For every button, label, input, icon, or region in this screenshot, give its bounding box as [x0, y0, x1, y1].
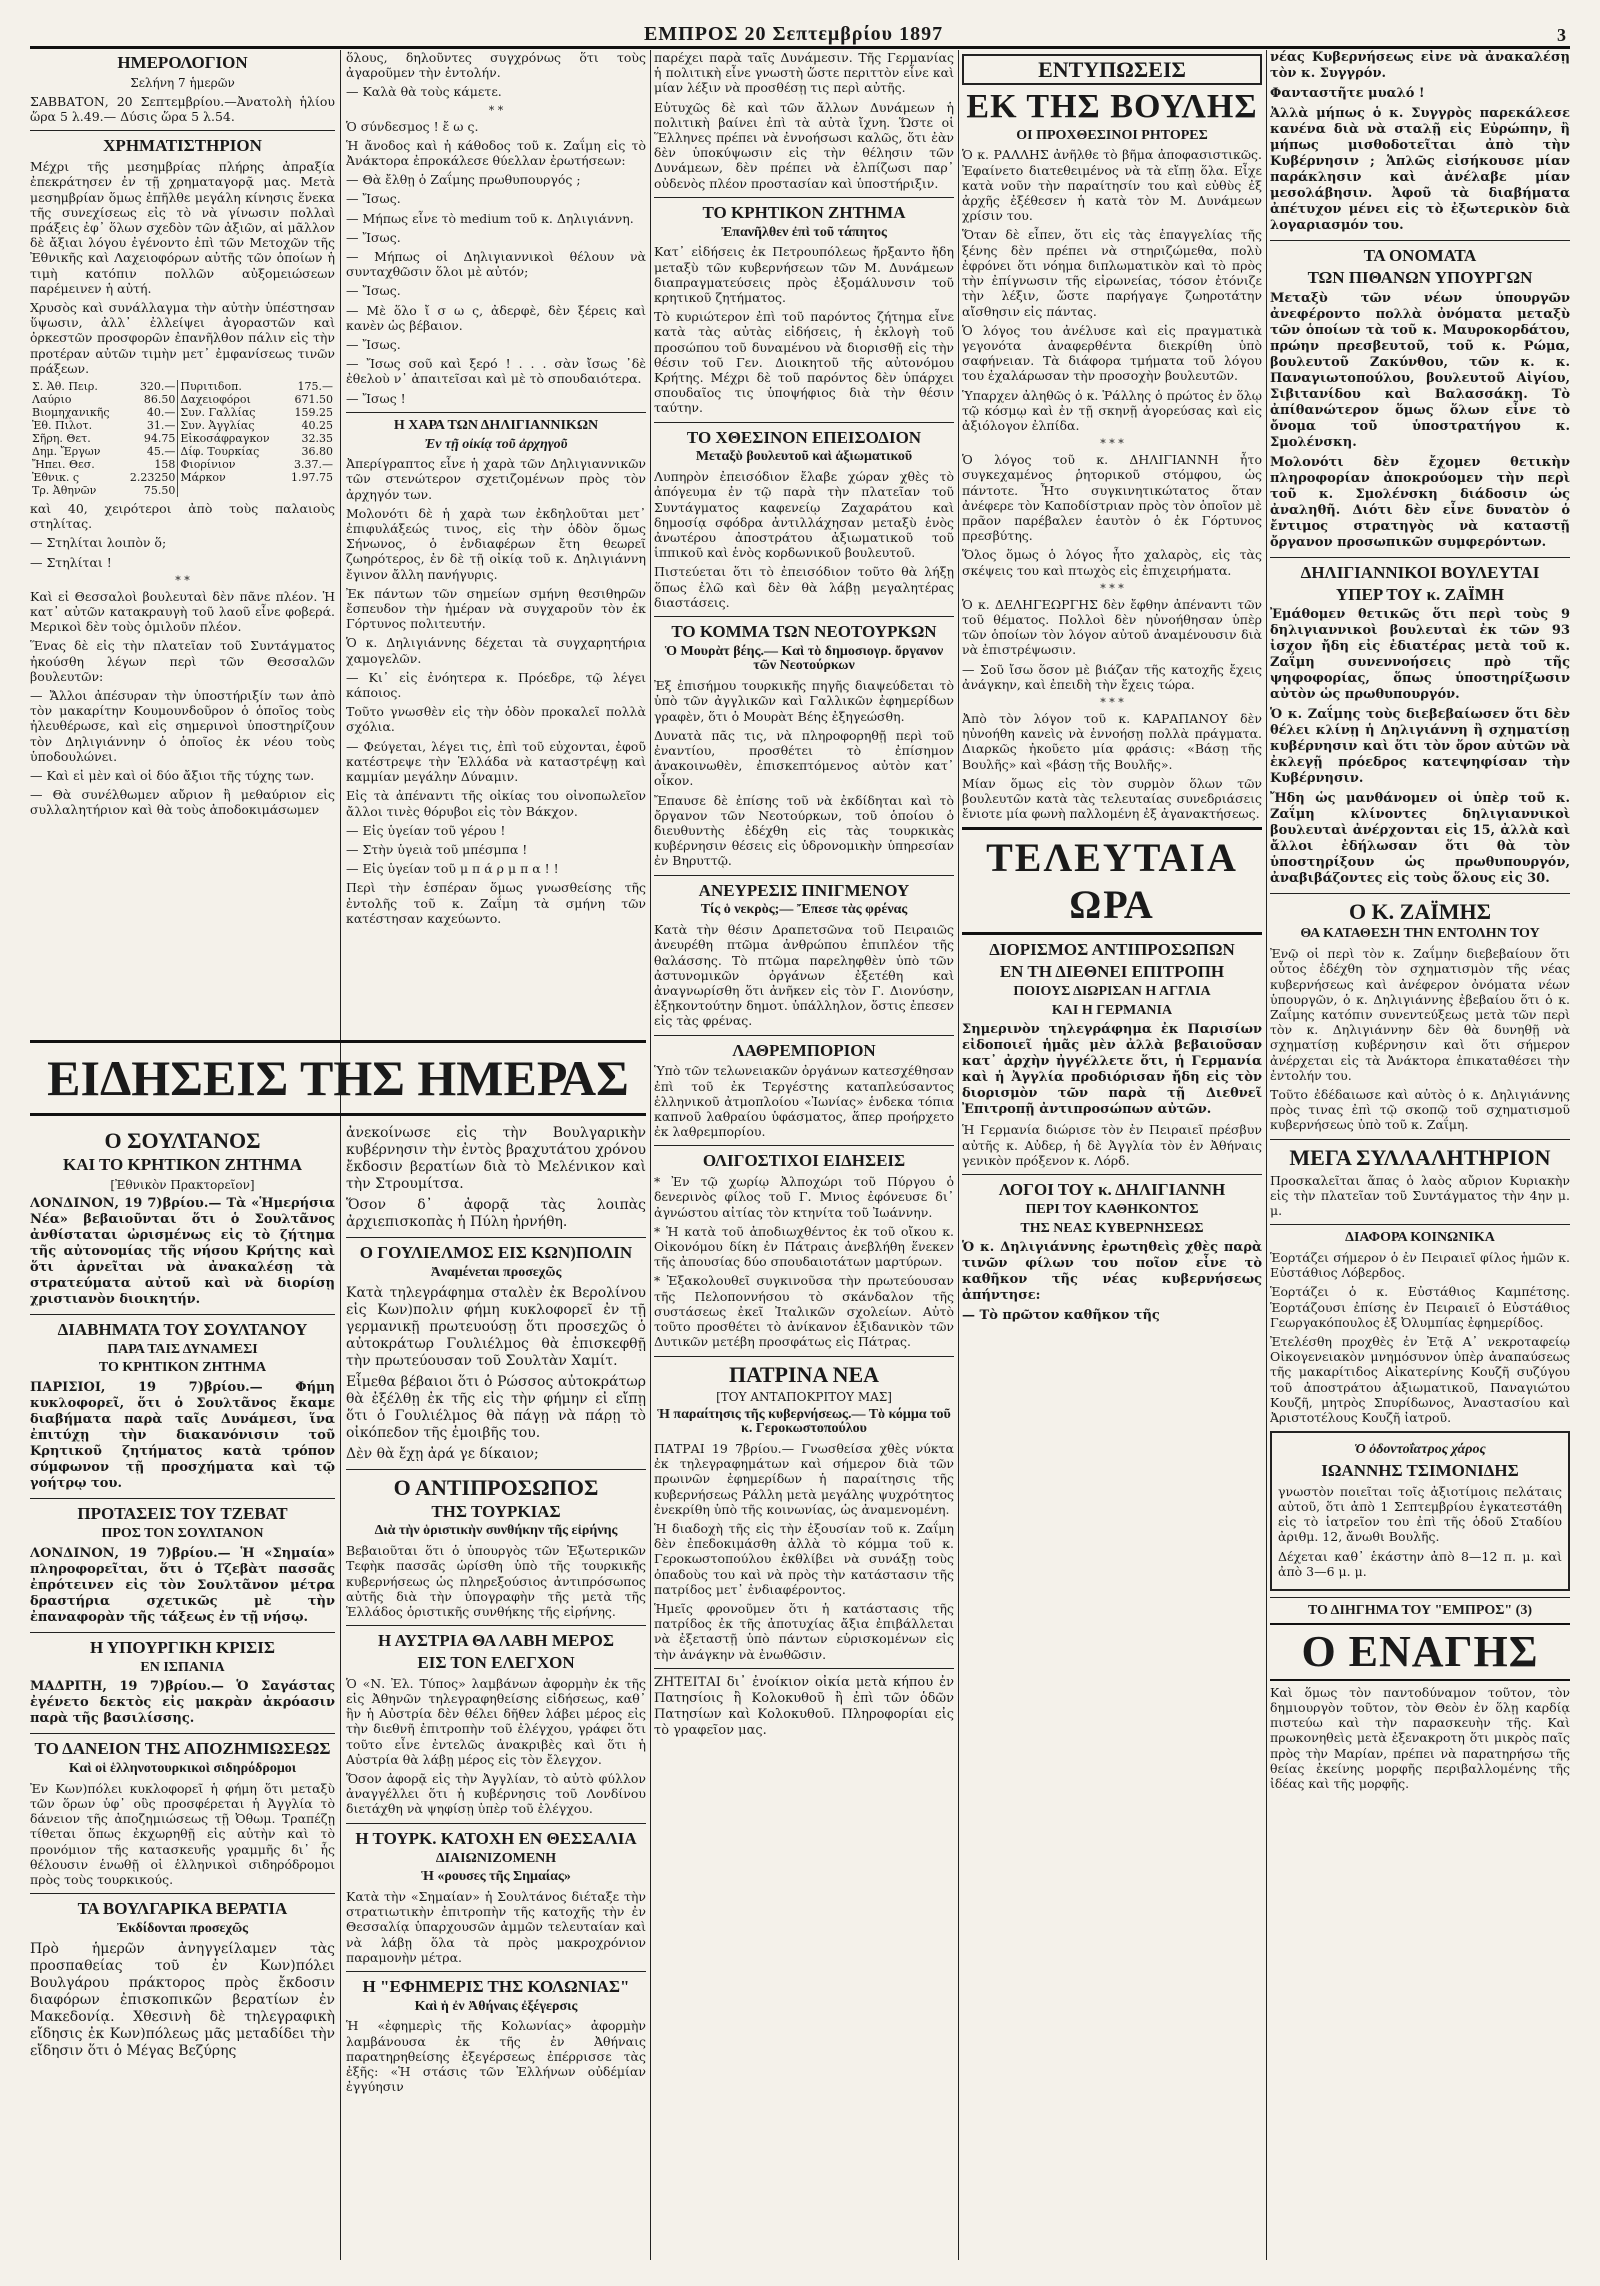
- paragraph: Ὑπαρχεν ἀληθῶς ὁ κ. Ῥάλλης ὁ πρώτος ἐν ὅλῳ τῷ κόσμῳ καὶ ἐν τῇ σκηνῇ ἀγορεύσας καὶ εἰς ἀξιόλογον ἐλπίδα.: [962, 387, 1262, 433]
- paragraph: καὶ 40, χειρότεροι ἀπὸ τοὺς παλαιοὺς στηλίτας.: [30, 500, 335, 532]
- hemerologion-moon: Σελήνη 7 ἡμερῶν: [130, 75, 235, 90]
- lead-paragraph: Φανταστῆτε μυαλό !: [1270, 86, 1425, 101]
- lead-paragraph: ΛΟΝΔΙΝΟΝ, 19 7)βρίου.— Ἡ «Σημαία» πληροφορεῖται, ὅτι ὁ Τζεβὰτ πασσᾶς ἐπρότεινεν εἰς τὸν Σουλτᾶνον μέτρα δραστήρια σχετικῶς μὲ τὴν ἐπαναφορὰν τῆς τάξεως ἐν τῇ νήσῳ.: [30, 1545, 335, 1625]
- heading: ΤΟ ΧΘΕΣΙΝΟΝ ΕΠΕΙΣΟΔΙΟΝ: [686, 427, 922, 447]
- heading: ΕΝ ΤΗ ΔΙΕΘΝΕΙ ΕΠΙΤΡΟΠΗ: [999, 962, 1225, 982]
- paragraph: Ὅλος ὅμως ὁ λόγος ἦτο χαλαρὸς, εἰς τὰς σκέψεις του καὶ πτωχὸς εἰς ἐπιχειρήματα.: [962, 547, 1262, 578]
- rates-row: [30, 393, 335, 406]
- heading: ΔΙΑΙΩΝΙΖΟΜΕΝΗ: [435, 1850, 557, 1866]
- paragraph: Προσκαλεῖται ἅπας ὁ λαὸς αὔριον Κυριακὴν εἰς τὴν πλατεῖαν τοῦ Συντάγματος τὴν 4ην μ. μ.: [1270, 1172, 1570, 1219]
- lead-paragraph: Μεταξὺ τῶν νέων ὑπουργῶν ἀνεφέροντο πολλὰ ὀνόματα μεταξὺ τῶν ὁποίων τὰ τοῦ κ. Μαυροκορδάτου, πρώην πρεσβευτοῦ, τοῦ κ. Ρώμα, βουλευτοῦ Ζακύνθου, τῶν κ. κ. Παναγιωτοπούλου, βουλευτοῦ Αἰγίου, Σιβιτανίδου καὶ Βαλασσάκη. Τὸ ἀπίθανώτερον ὅμως ὅλων εἶνε τὸ ὄνομα τοῦ ὑποστρατήγου κ. Σμολένσκη.: [1270, 290, 1570, 450]
- paragraph: Ἐξ ἐπισήμου τουρκικῆς πηγῆς διαψεύδεται τὸ ὑπὸ τῶν ἀγγλικῶν καὶ Γαλλικῶν ἐφημερίδων γραφὲν, ὅτι ὁ Μουρὰτ Βέης ἐξηγεώσθη.: [654, 678, 954, 724]
- masthead-title: ΕΜΠΡΟΣ 20 Σεπτεμβρίου 1897: [643, 23, 944, 45]
- heading: ΤΩΝ ΠΙΘΑΝΩΝ ΥΠΟΥΡΓΩΝ: [1307, 267, 1533, 287]
- stars-separator: * * *: [1100, 695, 1124, 709]
- heading: ΤΑ ΒΟΥΛΓΑΡΙΚΑ ΒΕΡΑΤΙΑ: [77, 1899, 288, 1919]
- paragraph: — Κι᾽ εἰς ἐνόητερα κ. Πρόεδρε, τῷ λέγει κάποιος.: [346, 669, 646, 701]
- heading: ΠΕΡΙ ΤΟΥ ΚΑΘΗΚΟΝΤΟΣ: [1025, 1201, 1199, 1217]
- heading: Ο ΑΝΤΙΠΡΟΣΩΠΟΣ: [393, 1474, 599, 1500]
- paragraph: — Θὰ ἔλθῃ ὁ Ζαΐμης πρωθυπουργός ;: [346, 172, 581, 188]
- heading: ΤΟ ΔΙΗΓΗΜΑ ΤΟΥ "ΕΜΠΡΟΣ" (3): [1307, 1602, 1533, 1618]
- paragraph: Δέχεται καθ᾽ ἑκάστην ἀπὸ 8—12 π. μ. καὶ ἀπὸ 3—6 μ. μ.: [1278, 1548, 1562, 1579]
- paragraph: Ἑορτάζει σήμερον ὁ ἐν Πειραιεῖ φίλος ἡμῶν κ. Εὐστάθιος Λόβερδος.: [1270, 1249, 1570, 1281]
- rates-row: [30, 419, 335, 432]
- paragraph: Ὁ λόγος τοῦ κ. ΔΗΛΙΓΙΑΝΝΗ ἦτο συγκεχαμένος ῥητορικοῦ στόμφου, ὡς πάντοτε. Ἦτο συγκινητικώτατος ὅταν ἀνέφερε τὸν Καποδίστριαν πρὸς τὸν ὁποῖον μὲ πρᾶον παρέβαλεν ἑαυτὸν ὁ ἐκ Γόρτυνος πρεσβύτης.: [962, 452, 1262, 544]
- paragraph: Ὁ σύνδεσμος ! ἔ ω ς.: [346, 118, 479, 134]
- heading: Ἡ παραίτησις τῆς κυβερνήσεως.— Τὸ κόμμα τοῦ κ. Γεροκωστοπούλου: [657, 1406, 951, 1437]
- paragraph: Κατὰ τὴν θέσιν Δραπετσῶνα τοῦ Πειραιῶς ἀνευρέθη πτῶμα ἀνθρώπου ἐπιπλέον τῆς θαλάσσης. Τὸ πτῶμα παρεληφθὲν ὑπὸ τῶν ἀστυνομικῶν ὀργάνων ἐξετέθη καὶ ἀναγνωρίσθη ὅτι ἀνῆκεν εἰς τὸν Γ. Διονύσην, ἐξηκοντούτην δημοτ. ὑπάλληλον, ὅστις ἐπεσεν εἰς τὰς φρένας.: [654, 922, 954, 1029]
- paragraph: Τὸ κυριώτερον ἐπὶ τοῦ παρόντος ζήτημα εἶνε κατὰ τὰς αὐτὰς εἰδήσεις, ἡ ἐκλογὴ τοῦ προσώπου τοῦ δυναμένου νὰ διορισθῇ εἰς τὴν θέσιν τοῦ Γεν. Διοικητοῦ τῆς αὐτονόμου Κρήτης. Μέχρι δὲ τοῦ παρόντος δὲν ὑπάρχει σπουδαῖος τις ὑποψήφιος διὰ τὴν θέσιν ταύτην.: [654, 309, 954, 416]
- banner-eidiseis: ΕΙΔΗΣΕΙΣ ΤΗΣ ΗΜΕΡΑΣ: [30, 1040, 646, 1116]
- classified-ad: ΖΗΤΕΙΤΑΙ δι᾽ ἐνοίκιον οἰκία μετὰ κήπου ἐν Πατησίοις ἢ Κολοκυθοῦ ἢ ἐπὶ τῶν ὁδῶν Πατησίων καὶ Κολοκυθοῦ. Πληροφορίαι εἰς τὸ γραφεῖον μας.: [654, 1674, 954, 1738]
- lead-paragraph: νέας Κυβερνήσεως εἶνε νὰ ἀνακαλέσῃ τὸν κ. Συγγρόν.: [1270, 50, 1570, 81]
- heading: ΠΑΤΡΙΝΑ ΝΕΑ: [728, 1361, 880, 1387]
- paragraph: * Ἡ κατὰ τοῦ ἀποδιωχθέντος ἐκ τοῦ οἴκου κ. Οἰκονόμου δίκη ἐν Πάτραις ἀνεβλήθη ἕνεκεν τῆς ἀπουσίας δύο σπουδαιοτάτων μαρτύρων.: [654, 1223, 954, 1270]
- paragraph: — Ἴσως.: [346, 283, 401, 299]
- paragraph: Ἕνας δὲ εἰς τὴν πλατεῖαν τοῦ Συντάγματος ἠκούσθη λέγων περὶ τῶν Θεσσαλῶν βουλευτῶν:: [30, 638, 335, 684]
- paragraph: — Στηλίται !: [30, 554, 112, 570]
- paragraph: Ἐκ πάντων τῶν σημείων σμήνη θεσιθηρῶν ἔσπευδον τὴν ἡμέραν νὰ συγχαροῦν τὸν ἐκ Γόρτυνος πολιτευτήν.: [346, 585, 646, 632]
- heading: ΤΟ ΚΡΗΤΙΚΟΝ ΖΗΤΗΜΑ: [702, 202, 906, 222]
- heading: Ἡ «ρουσες τῆς Σημαίας»: [421, 1869, 571, 1885]
- rates-cell: Δαχειοφόροι: [180, 392, 251, 406]
- paragraph: — Σοῦ ἴσω ὅσον μὲ βιάζαν τῆς κατοχῆς ἔχεις ἀνάγκην, καὶ ἐπειδὴ τὴν ἔχεις τώρα.: [962, 661, 1262, 692]
- heading: Ο Κ. ΖΑΪΜΗΣ: [1348, 899, 1492, 925]
- subheading-xara: Ἐν τῇ οἰκίᾳ τοῦ ἀρχηγοῦ: [424, 436, 568, 452]
- rates-cell: 31.—: [122, 419, 178, 432]
- paragraph: παρέχει παρὰ ταῖς Δυνάμεσιν. Τῆς Γερμανίας ἡ πολιτικὴ εἶνε γνωστὴ ὥστε περιττὸν εἶνε καὶ μίαν λέξιν νὰ προσθέσῃ τις περὶ αὐτῆς.: [654, 50, 954, 96]
- exchange-rates-table: [30, 380, 335, 497]
- column-3: [654, 50, 954, 2260]
- stars-separator: * *: [175, 573, 190, 587]
- paragraph: γνωστὸν ποιεῖται τοῖς ἀξιοτίμοις πελάταις αὐτοῦ, ὅτι ἀπὸ 1 Σεπτεμβρίου ἐγκατεστάθη εἰς τὸ ἰατρεῖον του ἐπὶ τῆς ὁδοῦ Σταδίου ἀριθμ. 12, ἄνωθι Βουλῆς.: [1278, 1483, 1562, 1545]
- heading: Ἐπανῆλθεν ἐπὶ τοῦ τάπητος: [721, 224, 887, 240]
- paragraph: Ἡ «ἐφημερὶς τῆς Κολωνίας» ἀφορμὴν λαμβάνουσα ἐκ τῆς ἐν Ἀθήναις παρατηρηθείσης ἐξεγέρσεως ἐπέρρισσε τὰς ἐξῆς: «Ἡ στάσις τῶν Ἑλλήνων οὐδέμίαν ἐγγύησιν: [346, 2018, 646, 2095]
- paragraph: Ἑορτάζει ὁ κ. Εὐστάθιος Καμπέτσης. Ἑορτάζουσι ἐπίσης ἐν Πειραιεῖ ὁ Εὐστάθιος Γεωργακόπουλος ἐξ Ὀλυμπίας ἐφημερίδος.: [1270, 1284, 1570, 1330]
- rates-cell: 75.50: [122, 484, 178, 497]
- column-5: [1270, 50, 1570, 2260]
- rates-cell: 45.—: [122, 445, 178, 458]
- paragraph: Ὑπὸ τῶν τελωνειακῶν ὀργάνων κατεσχέθησαν ἐπὶ τοῦ ἐκ Τεργέστης καταπλεύσαντος ἑλληνικοῦ ἀτμοπλοίου «Ἰωνίας» ἑνδεκα τόπια καπνοῦ λαθραίου ὑφάσματος, ἅπερ προήρχετο ἐκ λαθρεμπορίου.: [654, 1063, 954, 1140]
- heading: ΕΝΤΥΠΩΣΕΙΣ: [962, 54, 1262, 85]
- paragraph: — Μήπως εἶνε τὸ medium τοῦ κ. Δηλιγιάννη.: [346, 210, 634, 226]
- heading: Ἐκδίδονται προσεχῶς: [116, 1921, 249, 1937]
- paragraph: — Ἄλλοι ἀπέσυραν τὴν ὑποστήριξίν των ἀπὸ τὸν μακαρίτην Κουμουνδοῦρον ὁ ὁποῖος τοὺς ἠλευθέρωσε, καὶ εἰς σημερινοὶ ὑποστηρίζουν τὸν Δηλιγιάννην ὁ ὁποῖος ἐκ νέου τοὺς ὑποδουλώνει.: [30, 687, 335, 764]
- paragraph: — Φεύγεται, λέγει τις, ἐπὶ τοῦ εὐχονται, ἐφοῦ κατέστρεψε τὴν Ἑλλάδα νὰ καταστρέψῃ καὶ καμμίαν μεγάλην Δύναμιν.: [346, 738, 646, 785]
- rates-cell: 320.—: [122, 380, 178, 393]
- heading: ΔΙΑΒΗΜΑΤΑ ΤΟΥ ΣΟΥΛΤΑΝΟΥ: [57, 1319, 308, 1339]
- lead-paragraph: Ἤδη ὡς μανθάνομεν οἱ ὑπὲρ τοῦ κ. Ζαΐμη κλίνοντες δηλιγιαννικοὶ βουλευταὶ ἀνέρχονται εἰς 15, ἀλλὰ καὶ ἄλλοι ἐδήλωσαν ὅτι θὰ τὸν ὑποστηρίξουν ὡς πρωθυπουργόν, ἀναβιβάζοντες εἰς τοὺς ὅλους εἰς 30.: [1270, 791, 1570, 887]
- paragraph: Ὅταν δὲ εἶπεν, ὅτι εἰς τὰς ἐπαγγελίας τῆς ξένης δὲν πρέπει νὰ στηριζώμεθα, πολὺ ἐφρόνει ὅτι νόημα διπλωματικὸν καὶ τὸ πρὸς τὴν ἐπίγνωσιν τῆς εἰρωνείας, τόσον ἐτόνιζε τὴν λέξιν, ὥστε παρήγαγε ζωηροτάτην αἴσθησιν εἰς πάντας.: [962, 227, 1262, 319]
- paragraph: Ὅσον ἀφορᾷ εἰς τὴν Ἀγγλίαν, τὸ αὐτὸ φύλλον ἀναγγέλλει ὅτι ἡ κυβέρνησις τοῦ Λονδίνου διετάχθη νὰ ψηφίσῃ ὑπὲρ τοῦ ἐλέγχου.: [346, 1771, 646, 1817]
- paragraph: — Μὲ ὅλο ἴ σ ω ς, ἀδερφὲ, δὲν ξέρεις καὶ κανὲν ὡς βέβαιον.: [346, 302, 646, 333]
- heading: Καὶ οἱ ἑλληνοτουρκικοὶ σιδηρόδρομοι: [68, 1761, 297, 1777]
- heading: ΕΚ ΤΗΣ ΒΟΥΛΗΣ: [966, 88, 1258, 126]
- paragraph: Ἡ Γερμανία διώρισε τὸν ἐν Πειραιεῖ πρέσβυν αὐτῆς κ. Αὐδερ, ἡ δὲ Ἀγγλία τὸν ἐν Ἀθήναις γενικὸν πρόξενον κ. Λόρδ.: [962, 1122, 1262, 1168]
- paragraph: Ὁ «Ν. Ἐλ. Τύπος» λαμβάνων ἀφορμὴν ἐκ τῆς εἰς Ἀθηνῶν τηλεγραφηθείσης εἰδήσεως, καθ᾽ ἣν ἡ Αὐστρία δὲν θέλει δῆθεν λάβει μέρος εἰς τὴν διεθνῆ ἐπιτροπὴν τοῦ ἐλέγχου, γράφει ὅτι τοῦτο εἶνε ἐντελῶς ἀνακριβὲς καὶ ὅτι ἡ Αὐστρία θὰ λάβῃ μέρος εἰς τὸν ἔλεγχον.: [346, 1675, 646, 1767]
- rates-cell: Λαύριο: [32, 392, 72, 406]
- rates-row: [30, 471, 335, 484]
- stars-separator: * * *: [1100, 437, 1124, 451]
- rates-cell: Συν. Γαλλίας: [180, 405, 256, 419]
- heading: ΑΝΕΥΡΕΣΙΣ ΠΝΙΓΜΕΝΟΥ: [698, 880, 910, 900]
- lead-paragraph: Σημερινὸν τηλεγράφημα ἐκ Παρισίων εἰδοποιεῖ ἡμᾶς μὲν ἀλλὰ βεβαιοῦσαν κατ᾽ ἀρχὴν ἠγγέλλετε ὅτι, ἡ Γερμανία καὶ ἡ Ἀγγλία προδιόρισαν ἤδη εἰς τὸν διορισμὸν τῶν παρὰ τῇ Διεθνεῖ Ἐπιτροπῇ ἀντιπροσώπων αὐτῶν.: [962, 1022, 1262, 1118]
- rates-cell: Ἤπει. Θεσ.: [32, 457, 95, 471]
- column-2-news: [346, 1125, 646, 2260]
- lead-paragraph: Ὁ κ. Δηλιγιάννης ἐρωτηθεὶς χθὲς παρὰ τινῶν φίλων του ποῖον εἶνε τὸ καθῆκον τῆς νέας κυβερνήσεως ἀπήντησε:: [962, 1240, 1262, 1304]
- paragraph: — Στὴν ὑγειὰ τοῦ μπέσμπα !: [346, 841, 528, 857]
- rates-cell: 159.25: [294, 405, 333, 419]
- paragraph: Εἶμεθα βέβαιοι ὅτι ὁ Ρώσσος αὐτοκράτωρ θὰ ἐξέλθῃ ἐκ τῆς εἰς τὴν φήμην εἰ εἴπῃ ὅτι ὁ Γουλιέλμος θὰ πάγῃ νὰ πάρῃ τὸ οἰκόπεδον τῆς ἐμοιβῆς του.: [346, 1373, 646, 1441]
- heading: Καὶ ἡ ἐν Ἀθήναις ἐξέγερσις: [414, 1998, 578, 2014]
- paragraph: Μίαν ὅμως εἰς τὸν συρμὸν ὅλων τῶν βουλευτῶν κατὰ τὰς τελευταίας συνεδριάσεις ἔνιοτε μία φωνὴ παλλομένη ἐξ ἀγανακτήσεως.: [962, 775, 1262, 822]
- rates-cell: Πυριτιδοπ.: [180, 379, 242, 393]
- source-note: [Ἐθνικὸν Πρακτορεῖον]: [110, 1177, 255, 1192]
- lead-paragraph: Ἀλλὰ μήπως ὁ κ. Συγγρὸς παρεκάλεσε κανένα διὰ νὰ σταλῇ εἰς Εὐρώπην, ἢ μήπως μισθοδοτεῖται ἀπὸ τὴν Κυβέρνησιν ; Ἁπλῶς εἰσήκουσε μίαν παράκλησιν καὶ ἀνέλαβε μίαν μεσολάβησιν. Ἀφοῦ τὰ διαβήματα ἀπέτυχον μένει εἰς τὸ ἐξωτερικὸν διὰ λογαριασμόν του.: [1270, 106, 1570, 233]
- heading: Η ΤΟΥΡΚ. ΚΑΤΟΧΗ ΕΝ ΘΕΣΣΑΛΙΑ: [355, 1828, 637, 1848]
- lead-paragraph: — Τὸ πρῶτον καθῆκον τῆς: [962, 1308, 1160, 1324]
- heading: ΠΑΡΑ ΤΑΙΣ ΔΥΝΑΜΕΣΙ: [107, 1341, 258, 1357]
- ad-name: ΙΩΑΝΝΗΣ ΤΣΙΜΟΝΙΔΗΣ: [1321, 1460, 1519, 1480]
- rates-cell: 2.23250: [122, 471, 178, 484]
- paragraph: Τοῦτο γνωσθὲν εἰς τὴν ὁδὸν προκαλεῖ πολλὰ σχόλια.: [346, 704, 646, 735]
- rates-cell: Ἐθνικ. ς: [32, 470, 80, 484]
- paragraph: Μολονότι δὲ ἡ χαρὰ των ἐκδηλοῦται μετ᾽ ἐπιφυλάξεώς τινος, εἰς τὴν ὁδὸν ὅμως Σήνωνος, ὁ ἐνδιαφέρων ἔτη θεωρεῖ ζωηρότερος, ἐν δὲ τῇ οἰκίᾳ τοῦ κ. Δηλιγιάννη ἔγινον ἄλλη πανήγυρις.: [346, 505, 646, 582]
- rates-cell: Συν. Ἀγγλίας: [180, 418, 255, 432]
- paragraph: Ὁ κ. ΡΑΛΛΗΣ ἀνῆλθε τὸ βῆμα ἀποφασιστικῶς. Ἐφαίνετο διατεθειμένος νὰ τὰ εἴπῃ ὅλα. Εἶχε κατὰ νοῦν τὴν παραίτησίν του καὶ εὐθὺς ἐξ ἀρχῆς ἐξέθεσεν ἡ κατὰ τὸν Μ. Δυνάμεων χρίσιν του.: [962, 147, 1262, 224]
- heading: ΟΛΙΓΟΣΤΙΧΟΙ ΕΙΔΗΣΕΙΣ: [702, 1151, 906, 1171]
- paragraph: Τοῦτο ἐδέδαιωσε καὶ αὐτὸς ὁ κ. Δηλιγιάννης πρὸς τινας ἐπὶ τῷ σκοπῷ τοῦ σχηματισμοῦ κυβερνήσεως ὑπὸ τοῦ κ. Ζαΐμη.: [1270, 1086, 1570, 1133]
- heading: ΠΡΟΤΑΣΕΙΣ ΤΟΥ ΤΖΕΒΑΤ: [77, 1504, 288, 1524]
- column-2-top: ὅλους, δηλοῦντες συγχρόνως ὅτι τοὺς ἀγαροῦμεν τὴν ἐντολήν. — Καλὰ θὰ τοὺς κάμετε. * * Ὁ σύνδεσμος ! ἔ ω ς. Ἡ ἄνοδος καὶ ἡ κάθοδος τοῦ κ. Ζαΐμη εἰς τὸ Ἀνάκτορα ἐπροκάλεσε θύελλαν ἐρωτήσεων: — Θὰ ἔλθῃ ὁ Ζαΐμης πρωθυπουργός ; — Ἴσως. — Μήπως εἶνε τὸ medium τοῦ κ. Δηλιγιάννη. — Ἴσως. — Μήπως οἱ Δηλιγιαννικοὶ θέλουν νὰ συνταχθῶσιν ὅλοι μὲ αὐτόν; — Ἴσως. — Μὲ ὅλο ἴ σ ω ς, ἀδερφὲ, δὲν ξέρεις καὶ κανὲν ὡς βέβαιον. — Ἴσως. — Ἴσως σοῦ καὶ ξερό ! . . . σὰν ἴσως ᾽δὲ ἐθελοὺ ν᾽ ἀπαιτεῖσαι καὶ μὲ τὸ σπουδαιότερα. — Ἴσως ! Η ΧΑΡΑ ΤΩΝ ΔΗΛΙΓΙΑΝΝΙΚΩΝ Ἐν τῇ οἰκίᾳ τοῦ ἀρχηγοῦ Ἀπερίγραπτος εἶνε ἡ χαρὰ τῶν Δηλιγιαννικῶν τῶν στενώτερον σχετιζομένων πρὸς τὸν ἀρχηγόν των. Μολονότι δὲ ἡ χαρὰ των ἐκδηλοῦται μετ᾽ ἐπιφυλάξεώς τινος, εἰς τὴν ὁδὸν ὅμως Σήνωνος, ὁ ἐνδιαφέρων ἔτη θεωρεῖ ζωηρότερος, ἐν δὲ τῇ οἰκίᾳ τοῦ κ. Δηλιγιάννη ἔγινον ἄλλη πανήγυρις. Ἐκ πάντων τῶν σημείων σμήνη θεσιθηρῶν ἔσπευδον τὴν ἡμέραν νὰ συγχαροῦν τὸν ἐκ Γόρτυνος πολιτευτήν. Ὁ κ. Δηλιγιάννης δέχεται τὰ συγχαρητήρια χαμογελῶν. — Κι᾽ εἰς ἐνόητερα κ. Πρόεδρε, τῷ λέγει κάποιος. Τοῦτο γνωσθὲν εἰς τὴν ὁδὸν προκαλεῖ πολλὰ σχόλια. — Φεύγεται, λέγει τις, ἐπὶ τοῦ εὐχονται, ἐφοῦ κατέστρεψε τὴν Ἑλλάδα νὰ καταστρέψῃ καὶ καμμίαν μεγάλην Δύναμιν. Εἰς τὰ ἀπέναντι τῆς οἰκίας του οἰνοπωλεῖον ἄλλοι τινὲς θόρυβοι εἰς τὸν Βάκχον. — Εἰς ὑγείαν τοῦ γέρου ! — Στὴν ὑγειὰ τοῦ μπέσμπα ! — Εἰς ὑγείαν τοῦ μ π ά ρ μ π α ! ! Περὶ τὴν ἑσπέραν ὅμως γνωσθείσης τῆς ἐντολῆς τοῦ κ. Ζαΐμη τὰ σμήνη τῶν κατέστησαν καχεύωντο.: [346, 50, 646, 926]
- rates-cell: Δίφ. Τουρκίας: [180, 444, 260, 458]
- heading: ΚΑΙ ΤΟ ΚΡΗΤΙΚΟΝ ΖΗΤΗΜΑ: [62, 1155, 303, 1175]
- heading: Διὰ τὴν ὁριστικὴν συνθήκην τῆς εἰρήνης: [374, 1523, 618, 1539]
- paragraph: Χρυσὸς καὶ συνάλλαγμα τὴν αὐτὴν ὑπέστησαν ὕψωσιν, ἀλλ᾽ ἐλλείψει ἀγοραστῶν καὶ ὀρκεστῶν προσφορῶν ἐπανῆλθον πάλιν εἰς τὴν προτέραν αὐτῶν τιμὴν μετ᾽ ἐμφανίσεως τινῶν πράξεων.: [30, 299, 335, 376]
- paragraph: Ὅσον δ᾽ ἀφορᾷ τὰς λοιπὰς ἀρχιεπισκοπὰς ἡ Πύλη ἠρνήθη.: [346, 1197, 646, 1230]
- rates-row: [30, 432, 335, 445]
- rates-row: [30, 406, 335, 419]
- lead-paragraph: ΛΟΝΔΙΝΟΝ, 19 7)βρίου.— Τὰ «Ἡμερήσια Νέα» βεβαιοῦνται ὅτι ὁ Σουλτᾶνος ἀνθίσταται ὠρισμένως εἰς τὸ ζήτημα τῆς αὐτονομίας τῆς νήσου Κρήτης καὶ ὅτι ἀρνεῖται νὰ ἀνακαλέσῃ τὰ στρατεύματα αὐτοῦ καὶ νὰ διορίσῃ χριστιανὸν διοικητήν.: [30, 1195, 335, 1307]
- lead-paragraph: Μολονότι δὲν ἔχομεν θετικὴν πληροφορίαν ἀποκρούομεν τὴν περὶ τοῦ κ. Σμολένσκη διάδοσιν ὡς ἀναληθῆ. Διότι δὲν εἶνε δυνατὸν ὁ ἔντιμος στρατηγὸς νὰ καταστῇ ὄργανον προσωπικῶν συμφερόντων.: [1270, 454, 1570, 550]
- rates-cell: 36.80: [301, 444, 333, 458]
- rates-row: [30, 380, 335, 393]
- paragraph: Πιστεύεται ὅτι τὸ ἐπεισόδιον τοῦτο θὰ λήξῃ ὅπως ἐλῶ καὶ δὲν θὰ λάβῃ μεγαλητέρας διαστάσεις.: [654, 564, 954, 610]
- paragraph: Δυνατὰ πᾶς τις, νὰ πληροφορηθῇ περὶ τοῦ ἐναντίου, προσθέτει τὸ ἐπίσημον ἀνακοινωθὲν, ἐπισκεπτόμενος αὐτὸν κατ᾽ οἶκον.: [654, 727, 954, 789]
- lead-paragraph: Ἐμάθομεν θετικῶς ὅτι περὶ τοὺς 9 δηλιγιαννικοὶ βουλευταὶ ἐκ τῶν 93 ἰσχον ἤδη εἰς ἐδιατέρας μετὰ τοῦ κ. Ζαΐμη συνεννοήσεις πρὸ τῆς ψηφοφορίας, ὅπως ὑποστηρίξωσιν αὐτὸν ὡς πρωθυπουργόν.: [1270, 607, 1570, 703]
- column-4: [962, 50, 1262, 2260]
- heading: ΤΟ ΔΑΝΕΙΟΝ ΤΗΣ ΑΠΟΖΗΜΙΩΣΕΩΣ: [34, 1739, 331, 1759]
- advertisement-box: [1270, 1431, 1570, 1591]
- rates-cell: 86.50: [122, 393, 178, 406]
- heading: ΤΗΣ ΝΕΑΣ ΚΥΒΕΡΝΗΣΕΩΣ: [1020, 1220, 1204, 1236]
- rates-cell: 1.97.75: [291, 470, 333, 484]
- heading: ΔΙΟΡΙΣΜΟΣ ΑΝΤΙΠΡΟΣΩΠΩΝ: [989, 940, 1235, 960]
- paragraph: Ἡμεῖς φρονοῦμεν ὅτι ἡ κατάστασις τῆς πατρίδος ἐκ τῆς ἀποτυχίας ἄξια ἐπιβάλλεται νὰ ἐξεταστῇ ὑπὸ πάντων εὑρισκομένων εἰς τὴν ἀνάγκην νὰ ἐνωθῶσιν.: [654, 1601, 954, 1662]
- paragraph: — Μήπως οἱ Δηλιγιαννικοὶ θέλουν νὰ συνταχθῶσιν ὅλοι μὲ αὐτόν;: [346, 249, 646, 280]
- paragraph: Ἀπερίγραπτος εἶνε ἡ χαρὰ τῶν Δηλιγιαννικῶν τῶν στενώτερον σχετιζομένων πρὸς τὸν ἀρχηγόν των.: [346, 456, 646, 502]
- paragraph: Μέχρι τῆς μεσημβρίας πλήρης ἀπραξία ἐπεκράτησεν ἐν τῇ χρηματαγορᾷ μας. Μετὰ μεσημβρίαν ὅμως ἐπῆλθε μεγάλη κίνησις ἕνεκα τῆς συνεχίσεως εἰς τὸ νὰ γίνωσιν πολλαὶ πράξεις ἐφ᾽ ὅλων σχεδὸν τῶν ἀξιῶν, αἱ μᾶλλον δὲ ἄξιαι λόγου ἐγένοντο ἐπὶ τῶν Μετοχῶν τῆς Ἐθνικῆς καὶ Λαχειοφόρων αὐτῆς τῶν ὁποίων ἡ τιμὴ κατόπιν πολλῶν αὐξομειώσεων παρέμεινεν ἡ αὐτή.: [30, 159, 335, 296]
- column-1-top: [30, 50, 335, 1030]
- heading: Η ΑΥΣΤΡΙΑ ΘΑ ΛΑΒΗ ΜΕΡΟΣ: [378, 1631, 614, 1651]
- rates-cell: 94.75: [122, 432, 178, 445]
- heading: Ο ΣΟΥΛΤΑΝΟΣ: [104, 1128, 261, 1153]
- rates-cell: Δημ. Ἔργων: [32, 444, 101, 458]
- paragraph: Ὁ κ. ΔΕΛΗΓΕΩΡΓΗΣ δὲν ἔφθην ἀπέναντι τῶν τοῦ θέματος. Πολλοὶ δὲν ηὐνοήθησαν ὑπὲρ τῶν ὁποίων τὸν λόγον αὐτοῦ ἀναμένουσιν διὰ νὰ ἐπιστρέψωσιν.: [962, 596, 1262, 658]
- heading: ΔΗΛΙΓΙΑΝΝΙΚΟΙ ΒΟΥΛΕΥΤΑΙ: [1300, 562, 1540, 582]
- heading: ΠΟΙΟΥΣ ΔΙΩΡΙΣΑΝ Η ΑΓΓΛΙΑ: [1013, 984, 1211, 1000]
- paragraph: Ἐν Κων)πόλει κυκλοφορεῖ ἡ φήμη ὅτι μεταξὺ τῶν ὅρων ὑφ᾽ οὓς προσφέρεται ἡ Ἀγγλία τὸ δάνειον τῆς ἀποζημιώσεως τῇ Ὀθωμ. Τραπέζῃ τίθεται ὅπως ἐκχωρηθῇ εἰς αὐτὴν καὶ τὸ προνόμιον τῆς κατασκευῆς γραμμῆς δι᾽ ἧς θέλουσιν ἑνωθῇ οἱ ἑλληνικοὶ σιδηρόδρομοι πρὸς τοὺς τουρκικούς.: [30, 1780, 335, 1887]
- paragraph: Καὶ εἰ Θεσσαλοὶ βουλευταὶ δὲν πᾶνε πλέον. Ἡ κατ᾽ αὐτῶν κατακραυγὴ τοῦ λαοῦ εἶνε φοβερά. Μερικοὶ δὲν τοὺς ὁμιλοῦν πλέον.: [30, 588, 335, 635]
- masthead: [30, 18, 1570, 49]
- heading: ΔΙΑΦΟΡΑ ΚΟΙΝΩΝΙΚΑ: [1345, 1230, 1495, 1246]
- rates-cell: 40.25: [301, 418, 333, 432]
- rates-cell: Φιορίνιον: [180, 457, 236, 471]
- heading-xrimatistirion: ΧΡΗΜΑΤΙΣΤΗΡΙΟΝ: [103, 136, 262, 156]
- heading: Μεταξὺ βουλευτοῦ καὶ ἀξιωματικοῦ: [695, 449, 913, 465]
- heading: ΠΡΟΣ ΤΟΝ ΣΟΥΛΤΑΝΟΝ: [101, 1526, 264, 1541]
- rates-cell: 175.—: [297, 379, 333, 393]
- paragraph: — Ἴσως.: [346, 337, 401, 353]
- rates-cell: Σῆρη. Θετ.: [32, 431, 91, 445]
- rates-cell: Μάρκον: [180, 470, 226, 484]
- heading: Τίς ὁ νεκρὸς;— Ἔπεσε τὰς φρένας: [700, 902, 908, 918]
- paragraph: — Καὶ εἰ μὲν καὶ οἱ δύο ἄξιοι τῆς τύχης των.: [30, 767, 315, 783]
- paragraph: Περὶ τὴν ἑσπέραν ὅμως γνωσθείσης τῆς ἐντολῆς τοῦ κ. Ζαΐμη τὰ σμήνη τῶν κατέστησαν καχεύωντο.: [346, 880, 646, 926]
- paragraph: ΠΑΤΡΑΙ 19 7βρίου.— Γνωσθείσα χθὲς νύκτα ἐκ τηλεγραφημάτων καὶ σήμερον διὰ τῶν πρωινῶν ἐφημερίδων ἡ παραίτησις τῆς κυβερνήσεως Ράλλη μετὰ μεγάλης ψυχρότητος ἐνεκρίθη ὑπὸ τῆς κοινωνίας, ὡς ἀναμενομένη.: [654, 1440, 954, 1517]
- paragraph: — Εἰς ὑγείαν τοῦ γέρου !: [346, 822, 506, 838]
- rates-cell: Τρ. Ἀθηνῶν: [32, 483, 97, 497]
- heading: Η "ΕΦΗΜΕΡΙΣ ΤΗΣ ΚΟΛΩΝΙΑΣ": [362, 1976, 630, 1996]
- page-number: 3: [1557, 25, 1566, 45]
- paragraph: Ὁ λόγος του ἀνέλυσε καὶ εἰς πραγματικὰ γεγονότα ἀναφερθέντα διεκρίθη ὑπὸ σαφήνειαν. Τὰ διάφορα τμήματα τοῦ λόγου του ἐχαλάρωσαν τὴν προσοχὴν βουλευτῶν.: [962, 322, 1262, 384]
- paragraph: Ἀπὸ τὸν λόγον τοῦ κ. ΚΑΡΑΠΑΝΟΥ δὲν ηὐνοήθη κανεὶς νὰ ἐννοήσῃ πολλὰ πράγματα. Διαρκῶς ἠκοῦετο μία φράσις: «Βάσῃ τῆς Βουλῆς» καὶ «βάσῃ τῆς Βουλῆς».: [962, 710, 1262, 772]
- heading: ΕΙΣ ΤΟΝ ΕΛΕΓΧΟΝ: [417, 1653, 575, 1673]
- paragraph: Δὲν θὰ ἔχῃ ἀρά γε δίκαιον;: [346, 1445, 539, 1462]
- heading: ΚΑΙ Η ΓΕΡΜΑΝΙΑ: [1051, 1002, 1173, 1018]
- heading: ΘΑ ΚΑΤΑΘΕΣΗ ΤΗΝ ΕΝΤΟΛΗΝ ΤΟΥ: [1300, 926, 1540, 942]
- heading-xara: Η ΧΑΡΑ ΤΩΝ ΔΗΛΙΓΙΑΝΝΙΚΩΝ: [393, 417, 599, 433]
- heading: ΤΑ ΟΝΟΜΑΤΑ: [1363, 246, 1477, 265]
- ad-heading: Ὁ ὀδοντοΐατρος χάρος: [1354, 1442, 1486, 1458]
- paragraph: — Ἴσως σοῦ καὶ ξερό ! . . . σὰν ἴσως ᾽δὲ ἐθελοὺ ν᾽ ἀπαιτεῖσαι καὶ μὲ τὸ σπουδαιότερα.: [346, 356, 646, 387]
- paragraph: Πρὸ ἡμερῶν ἀνηγγείλαμεν τὰς προσπαθείας τοῦ ἐν Κων)πόλει Βουλγάρου πράκτορος πρὸς ἔκδοσιν διαφόρων ἐπισκοπικῶν βερατίων ἐν Μακεδονίᾳ. Χθεσινὴ δὲ τηλεγραφικὴ εἴδησις ἐκ Κων)πόλεως μᾶς μεταδίδει τὴν εἴδησιν ὅτι ὁ Μέγας Βεζύρης: [30, 1940, 335, 2059]
- heading-hemerologion: ΗΜΕΡΟΛΟΓΙΟΝ: [117, 53, 248, 72]
- heading: ΥΠΕΡ ΤΟΥ κ. ΖΑΪΜΗ: [1335, 584, 1504, 604]
- paragraph: Κατὰ τὴν «Σημαίαν» ἡ Σουλτάνος διέταξε τὴν στρατιωτικὴν ἐπιτροπὴν τῆς κατοχῆς τὴν ἐν Θεσσαλίᾳ ὑπαρχουσῶν ἀμμῶν τελευταίαν καὶ νὰ λάβῃ ὅλα τὰ πρὸς μακροχρόνιον παραμονὴν μέτρα.: [346, 1888, 646, 1965]
- paragraph: * Ἐν τῷ χωρίῳ Ἀλποχώρι τοῦ Πύργου ὁ δενερινὸς φίλος τοῦ Γ. Μνιος ἐφόνευσε δι᾽ ἀγνώστου αἰτίας τὸν κτηνίτα τοῦ Ἰωάννην.: [654, 1174, 954, 1220]
- rates-cell: 40.—: [122, 406, 178, 419]
- paragraph: Εὐτυχῶς δὲ καὶ τῶν ἄλλων Δυνάμεων ἡ πολιτικὴ βαίνει ἐπὶ τὰ αὐτὰ ἴχνη. Ὥστε οἱ Ἕλληνες πρέπει νὰ ἐννοήσωσι καλῶς, ὅτι ἐὰν δὲν ὑποκύψωσιν εἰς τὴν θέλησιν τῶν Δυνάμεων, δὲν πρέπει νὰ ἐλπίζωσι παρ᾽ οὐδενὸς πλέον προστασίαν καὶ ὑποστήριξιν.: [654, 99, 954, 191]
- lead-paragraph: ΠΑΡΙΣΙΟΙ, 19 7)βρίου.— Φήμη κυκλοφορεῖ, ὅτι ὁ Σουλτᾶνος ἔκαμε διαβήματα παρὰ ταῖς Δυνάμεσι, ἵνα ἐπιτύχῃ τὴν διακανόνισιν τοῦ Κρητικοῦ ζητήματος κατὰ τρόπον σύμφωνον τῇ προσχήματα καὶ τῷ γοήτρῳ του.: [30, 1380, 335, 1492]
- heading: Ο ΓΟΥΛΙΕΛΜΟΣ ΕΙΣ ΚΩΝ)ΠΟΛΙΝ: [359, 1243, 633, 1262]
- paragraph: * Ἐξακολουθεῖ συγκινοῦσα τὴν πρωτεύουσαν τῆς Πελοποννήσου τὸ σκάνδαλον τῆς συστάσεως ἐκεῖ Ἰταλικῶν σχολείων. Αὐτὸ τοῦτο προσθέτει τὸ ἀνίκανον ἐξιδανικὸν τῶν Δυτικῶν μετέβη προσφάτως εἰς Πάτρας.: [654, 1273, 954, 1350]
- heading: ΛΑΘΡΕΜΠΟΡΙΟΝ: [732, 1040, 876, 1060]
- rates-cell: Σ. Ἀθ. Πειρ.: [32, 379, 98, 393]
- rates-cell: 32.35: [301, 431, 333, 445]
- rates-row: [30, 445, 335, 458]
- paragraph: Ἐτελέσθη προχθὲς ἐν Ἐτᾷ Α᾽ νεκροταφείῳ Οἰκογενειακὸν μνημόσυνον ὑπὲρ ἀναπαύσεως τῆς μακαρίτιδος Αἰκατερίνης Κουζῆ συζύγου τοῦ ἀποστράτου ἀξιωματικοῦ, Παναγιώτου Κουζῆ, μητρὸς Σπυρίδωνος, Ἀναστασίου καὶ Ἀριστοτέλους Κουζῆ ἰατροῦ.: [1270, 1334, 1570, 1426]
- heading: ΕΝ ΙΣΠΑΝΙΑ: [140, 1659, 225, 1675]
- rates-cell: 158: [122, 458, 178, 471]
- rates-cell: 3.37.—: [294, 457, 333, 471]
- heading: ΛΟΓΟΙ ΤΟΥ κ. ΔΗΛΙΓΙΑΝΝΗ: [998, 1180, 1226, 1200]
- paragraph: — Ἴσως.: [346, 229, 401, 245]
- rates-cell: Εἰκοσάφραγκον: [180, 431, 270, 445]
- stars-separator: * * *: [1100, 581, 1124, 595]
- heading: Η ΥΠΟΥΡΓΙΚΗ ΚΡΙΣΙΣ: [90, 1637, 275, 1657]
- paragraph: ὅλους, δηλοῦντες συγχρόνως ὅτι τοὺς ἀγαροῦμεν τὴν ἐντολήν.: [346, 50, 646, 81]
- paragraph: Εἰς τὰ ἀπέναντι τῆς οἰκίας του οἰνοπωλεῖον ἄλλοι τινὲς θόρυβοι εἰς τὸν Βάκχον.: [346, 788, 646, 819]
- hemerologion-date: ΣΑΒΒΑΤΟΝ, 20 Σεπτεμβρίου.—Ἀνατολὴ ἡλίου ὥρα 5 λ.49.— Δύσις ὥρα 5 λ.54.: [30, 93, 335, 125]
- lead-paragraph: ΜΑΔΡΙΤΗ, 19 7)βρίου.— Ὁ Σαγάστας ἐγένετο δεκτὸς εἰς μακρὰν ἀκρόασιν παρὰ τῆς βασιλίσσης.: [30, 1679, 335, 1727]
- paragraph: ἀνεκοίνωσε εἰς τὴν Βουλγαρικὴν κυβέρνησιν τὴν ἐντὸς βραχυτάτου χρόνου ἔκδοσιν βερατίων διὰ τὸ Μελένικον καὶ τὴν Στρουμίτσα.: [346, 1125, 646, 1192]
- rates-cell: 671.50: [294, 392, 333, 406]
- rates-cell: Ἐθ. Πιλοτ.: [32, 418, 93, 432]
- rates-cell: Βιομηχανικῆς: [32, 405, 110, 419]
- paragraph: Κατὰ τηλεγράφημα σταλὲν ἐκ Βερολίνου εἰς Κων)πολιν φήμη κυκλοφορεῖ ἐν τῇ γερμανικῇ πρωτευούσῃ ὅτι προσεχῶς ὁ αὐτοκράτωρ Γουλιέλμος θὰ ἐπισκεφθῇ τὴν πρωτεύουσαν τοῦ Σουλτὰν Χαμίτ.: [346, 1284, 646, 1369]
- paragraph: — Στηλίται λοιπὸν ὅ;: [30, 535, 167, 551]
- rates-cell: [283, 484, 335, 497]
- paragraph: Ἐνῷ οἱ περὶ τὸν κ. Ζαΐμην διεβεβαίουν ὅτι οὗτος ἐδέχθη τὸν σχηματισμὸν τῆς νέας κυβερνήσεως καὶ ἀνέφερον ὀνόματα νέων ὑπουργῶν, ὁ κ. Δηλιγιάννης ἐβεβαίου ὅτι ὁ κ. Ζαΐμης κατόπιν συνεντεύξεως μετὰ τῶν περὶ τὸν κ. Δηλιγιάννην δὲν θὰ δυνηθῇ νὰ σχηματίσῃ κυβέρνησιν καὶ ὅτι σήμερον ἀνέρχεται εἰς τὰ Ἀνάκτορα ἐπικαταθέσει τὴν ἐντολήν του.: [1270, 946, 1570, 1083]
- heading: Ο ΕΝΑΓΗΣ: [1270, 1623, 1570, 1681]
- heading: Ὁ Μουρὰτ βέης.— Καὶ τὸ δημοσιογρ. ὄργανον τῶν Νεοτούρκων: [664, 643, 944, 674]
- paragraph: — Εἰς ὑγείαν τοῦ μ π ά ρ μ π α ! !: [346, 861, 559, 877]
- heading: ΟΙ ΠΡΟΧΘΕΣΙΝΟΙ ΡΗΤΟΡΕΣ: [1016, 127, 1208, 143]
- paragraph: Καὶ ὅμως τὸν παντοδύναμον τοῦτον, τὸν δημιουργὸν τοῦτον, τὸν Θεὸν ἐν ὅλῃ καρδίᾳ πιστεύω καὶ τὴν παρασκευὴν τῆς. Καὶ πρωκονηθεὶς μετὰ ἐξενακροτη ὅτι μικρὸς παῖς πρὸς τὴν Μαρίαν, πρέπει νὰ παρατηρήσω τῆς θείας ἐκείνης μορφῆς περιβαλλομένης τῆς ἰδέας καὶ τῆς μορφῆς.: [1270, 1684, 1570, 1792]
- paragraph: Κατ᾽ εἰδήσεις ἐκ Πετρουπόλεως ἤρξαντο ἤδη μεταξὺ τῶν κυβερνήσεων τῶν Μ. Δυνάμεων διαπραγματεύσεις πρὸς ἐξομάλυνσιν τοῦ κρητικοῦ ζητήματος.: [654, 244, 954, 305]
- heading: ΤΟ ΚΡΗΤΙΚΟΝ ΖΗΤΗΜΑ: [98, 1360, 267, 1376]
- rates-cell: [178, 484, 283, 497]
- paragraph: — Ἴσως !: [346, 390, 406, 406]
- column-1-news: [30, 1125, 335, 2260]
- lead-paragraph: Ὁ κ. Ζαΐμης τοὺς διεβεβαίωσεν ὅτι δὲν θέλει κλίνῃ ἡ Δηλιγιάννη ἢ σχηματίσῃ κυβέρνησιν καὶ ὅτι τὸν ὅρον αὐτῶν νὰ ἐκλεγῇ πρόεδρος κατεψηφίσαν τὴν Κυβέρνησιν.: [1270, 707, 1570, 787]
- paragraph: Βεβαιοῦται ὅτι ὁ ὑπουργὸς τῶν Ἐξωτερικῶν Τεφὴκ πασσᾶς ὡρίσθη ὑπὸ τῆς τουρκικῆς κυβερνήσεως ὡς πληρεξούσιος ἀντιπρόσωπος αὐτῆς διὰ τὴν ὑπογραφὴν τῆς μετὰ τῆς Ἑλλάδος ὁριστικῆς συνθήκης τῆς εἰρήνης.: [346, 1543, 646, 1619]
- paragraph: — Καλὰ θὰ τοὺς κάμετε.: [346, 84, 502, 100]
- paragraph: Ἡ ἄνοδος καὶ ἡ κάθοδος τοῦ κ. Ζαΐμη εἰς τὸ Ἀνάκτορα ἐπροκάλεσε θύελλαν ἐρωτήσεων:: [346, 137, 646, 169]
- paragraph: Ἔπαυσε δὲ ἐπίσης τοῦ νὰ ἐκδίδηται καὶ τὸ ὄργανον τῶν Νεοτούρκων, τοῦ ὁποίου ὁ διευθυντὴς ἐδέχθη εἰς τὰς τουρκικὰς κυβέρνησιν θέσεις εἰς ὑδρονομικὴν ὑπηρεσίαν ἐν Βηρυττῷ.: [654, 792, 954, 869]
- heading: ΤΗΣ ΤΟΥΡΚΙΑΣ: [431, 1501, 561, 1521]
- paragraph: Λυπηρὸν ἐπεισόδιον ἔλαβε χώραν χθὲς τὸ ἀπόγευμα ἐν τῷ παρὰ τὴν πλατεῖαν τοῦ Συντάγματος καφενείῳ Ζαχαράτου καὶ δημοσίᾳ σφόδρα ἀντιλλάχησαν μεταξὺ ἑνὸς ἀνωτέρου ἀποστράτου ἀξιωματικοῦ τοῦ ἱππικοῦ καὶ ἑνὸς κορδωνικοῦ βουλευτοῦ.: [654, 469, 954, 561]
- paragraph: Ὁ κ. Δηλιγιάννης δέχεται τὰ συγχαρητήρια χαμογελῶν.: [346, 635, 646, 666]
- heading: ΜΕΓΑ ΣΥΛΛΑΛΗΤΗΡΙΟΝ: [1289, 1144, 1551, 1170]
- ribbon-teleutaia-ora: ΤΕΛΕΥΤΑΙΑ ΩΡΑ: [962, 827, 1262, 935]
- rates-row: [30, 458, 335, 471]
- source-note: [ΤΟΥ ΑΝΤΑΠΟΚΡΙΤΟΥ ΜΑΣ]: [716, 1389, 892, 1404]
- heading: ΤΟ ΚΟΜΜΑ ΤΩΝ ΝΕΟΤΟΥΡΚΩΝ: [671, 621, 937, 641]
- paragraph: — Θὰ συνέλθωμεν αὔριον ἢ μεθαύριον εἰς συλλαλητήριον καὶ θὰ τοὺς ἀποδοκιμάσωμεν: [30, 787, 335, 818]
- paragraph: — Ἴσως.: [346, 191, 401, 207]
- rates-row: [30, 484, 335, 497]
- heading: Ἀναμένεται προσεχῶς: [430, 1264, 562, 1280]
- paragraph: Ἡ διαδοχὴ τῆς εἰς τὴν ἐξουσίαν τοῦ κ. Ζαΐμη δὲν ἐπεδοκιμάσθη ἀλλὰ τὸ κόμμα τοῦ κ. Γεροκωστοπούλου ἐκθλίβει νὰ συνάξῃ τοὺς ὀπαδοὺς του καὶ νὰ πρὸς τὴν κατάστασιν τῆς πατρίδος μετ᾽ ἐνδιαφέροντος.: [654, 1520, 954, 1597]
